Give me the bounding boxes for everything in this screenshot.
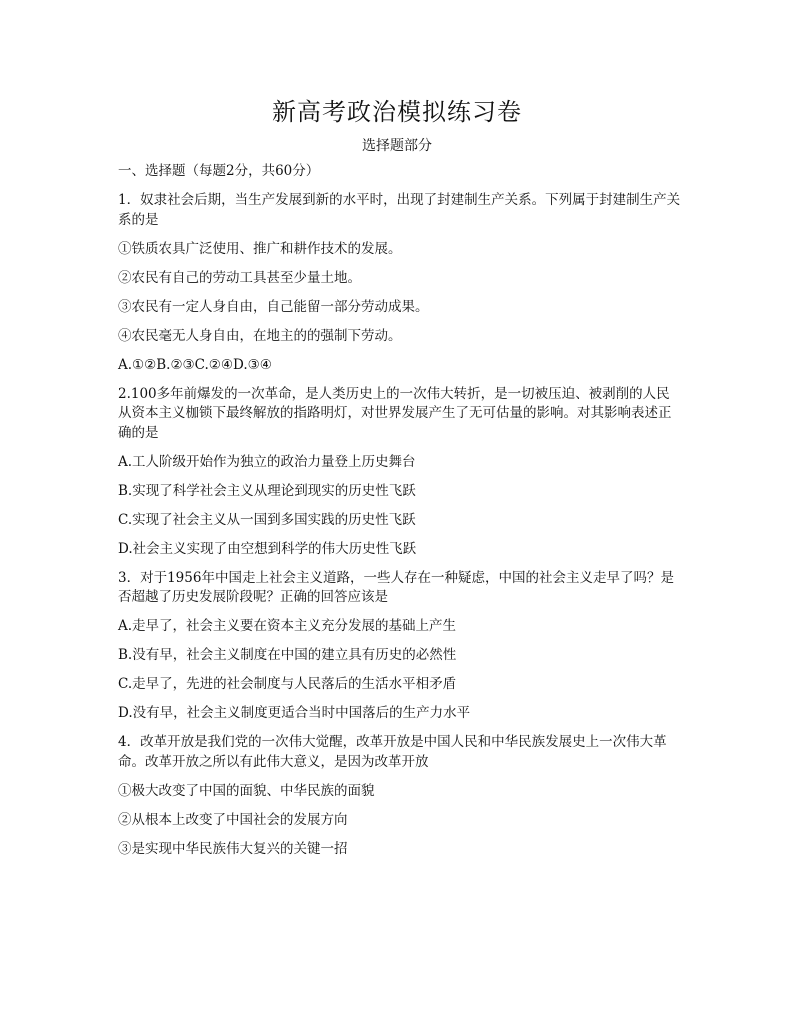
question-3-stem: 3．对于1956年中国走上社会主义道路，一些人存在一种疑虑，中国的社会主义走早了吗？是否超越了历史发展阶段呢？正确的回答应该是 xyxy=(118,569,674,605)
question-4-statement-3: ③是实现中华民族伟大复兴的关键一招 xyxy=(118,840,348,857)
question-1-statement-2: ②农民有自己的劳动工具甚至少量土地。 xyxy=(118,269,361,286)
exam-body xyxy=(118,162,683,869)
question-3-option-d: D.没有早，社会主义制度更适合当时中国落后的生产力水平 xyxy=(118,705,471,721)
question-1-stem: 1．奴隶社会后期，当生产发展到新的水平时，出现了封建制生产关系。下列属于封建制生产关系的是 xyxy=(118,192,681,228)
question-4-statement-2: ②从根本上改变了中国社会的发展方向 xyxy=(118,811,348,828)
question-1-statement-3: ③农民有一定人身自由，自己能留一部分劳动成果。 xyxy=(118,298,429,315)
question-2-option-d: D.社会主义实现了由空想到科学的伟大历史性飞跃 xyxy=(118,540,417,557)
question-4-stem: 4．改革开放是我们党的一次伟大觉醒，改革开放是中国人民和中华民族发展史上一次伟大革命。改革开放之所以有此伟大意义，是因为改革开放 xyxy=(118,734,667,770)
question-1-statement-4: ④农民毫无人身自由，在地主的的强制下劳动。 xyxy=(118,327,402,344)
page-title: 新高考政治模拟练习卷 xyxy=(272,98,522,126)
question-1-statement-1: ①铁质农具广泛使用、推广和耕作技术的发展。 xyxy=(118,240,402,257)
question-3-option-b: B.没有早，社会主义制度在中国的建立具有历史的必然性 xyxy=(118,647,457,663)
question-3-option-c: C.走早了，先进的社会制度与人民落后的生活水平相矛盾 xyxy=(118,676,457,692)
question-3-option-a: A.走早了，社会主义要在资本主义充分发展的基础上产生 xyxy=(118,618,457,634)
question-2-stem: 2.100多年前爆发的一次革命，是人类历史上的一次伟大转折，是一切被压迫、被剥削的人民从资本主义枷锁下最终解放的指路明灯，对世界发展产生了无可估量的影响。对其影响表述正确的是 xyxy=(118,385,672,441)
question-2-option-c: C.实现了社会主义从一国到多国实践的历史性飞跃 xyxy=(118,511,416,528)
question-4-statement-1: ①极大改变了中国的面貌、中华民族的面貌 xyxy=(118,782,375,799)
question-2-option-b: B.实现了科学社会主义从理论到现实的历史性飞跃 xyxy=(118,482,416,499)
question-2-option-a: A.工人阶级开始作为独立的政治力量登上历史舞台 xyxy=(118,453,416,470)
page-subtitle: 选择题部分 xyxy=(362,138,432,154)
question-1-choices: A.①②B.②③C.②④D.③④ xyxy=(118,356,272,373)
section-heading: 一、选择题（每题2分，共60分） xyxy=(118,163,320,179)
